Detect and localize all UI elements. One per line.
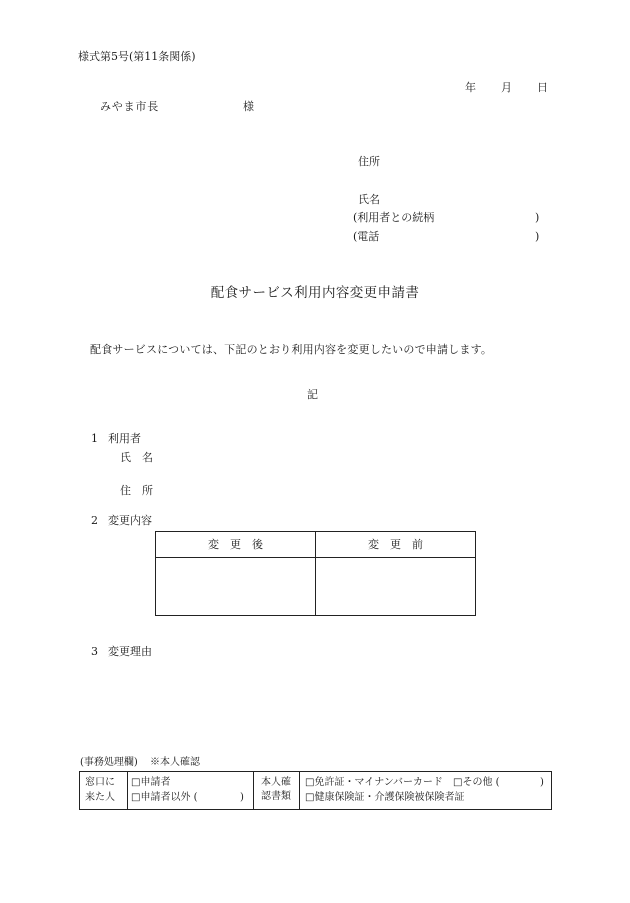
office-note: ※本人確認 bbox=[150, 757, 200, 768]
checkbox-applicant-option: □申請者 bbox=[131, 777, 171, 788]
checkbox-non-applicant-option: □申請者以外 ( bbox=[131, 792, 198, 803]
section2-number: 2 bbox=[91, 514, 98, 527]
applicant-phone-label: (電話 bbox=[353, 230, 380, 243]
form-number: 様式第5号(第11条関係) bbox=[78, 50, 196, 63]
section2-heading: 変更内容 bbox=[108, 514, 152, 527]
intro-text: 配食サービスについては、下記のとおり利用内容を変更したいので申請します。 bbox=[90, 343, 493, 356]
addressee-honorific: 様 bbox=[243, 100, 254, 113]
after-cell bbox=[156, 558, 316, 615]
id-docs-label-line2: 認書類 bbox=[261, 791, 291, 802]
visitor-options-cell bbox=[128, 772, 254, 809]
user-address-label: 住 所 bbox=[120, 484, 153, 497]
col-before-label: 変 更 前 bbox=[368, 538, 423, 551]
user-name-label: 氏 名 bbox=[120, 451, 153, 464]
addressee-name: みやま市長 bbox=[100, 100, 159, 113]
date-year-label: 年 bbox=[465, 81, 476, 94]
applicant-name-label: 氏名 bbox=[358, 193, 380, 206]
record-mark: 記 bbox=[307, 388, 318, 401]
applicant-relation-close: ) bbox=[535, 211, 540, 224]
id-docs-label-cell bbox=[254, 772, 300, 809]
section3-heading: 変更理由 bbox=[108, 645, 152, 658]
page-title: 配食サービス利用内容変更申請書 bbox=[210, 285, 420, 301]
id-docs-label-line1: 本人確 bbox=[261, 777, 291, 788]
other-doc-close-paren: ) bbox=[540, 777, 544, 788]
checkbox-insurance-option: □健康保険証・介護保険被保険者証 bbox=[305, 792, 465, 803]
date-month-label: 月 bbox=[501, 81, 512, 94]
non-applicant-close-paren: ) bbox=[240, 792, 244, 803]
section3-number: 3 bbox=[91, 645, 98, 658]
before-cell bbox=[316, 558, 475, 615]
section1-heading: 利用者 bbox=[108, 432, 141, 445]
visitor-label-line2: 来た人 bbox=[85, 792, 115, 803]
office-caption: (事務処理欄) bbox=[80, 757, 138, 768]
date-day-label: 日 bbox=[537, 81, 548, 94]
change-table bbox=[155, 531, 476, 616]
col-after-label: 変 更 後 bbox=[208, 538, 263, 551]
office-table bbox=[79, 771, 552, 810]
id-docs-options-cell bbox=[300, 772, 551, 809]
section1-number: 1 bbox=[91, 432, 98, 445]
visitor-label-line1: 窓口に bbox=[85, 777, 115, 788]
checkbox-other-doc-option: □その他 ( bbox=[453, 777, 500, 788]
col-before-header bbox=[316, 532, 475, 558]
applicant-relation-label: (利用者との続柄 bbox=[353, 211, 435, 224]
applicant-address-label: 住所 bbox=[358, 155, 380, 168]
col-after-header bbox=[156, 532, 316, 558]
visitor-label-cell bbox=[80, 772, 128, 809]
checkbox-license-option: □免許証・マイナンバーカード bbox=[305, 777, 443, 788]
applicant-phone-close: ) bbox=[535, 230, 540, 243]
